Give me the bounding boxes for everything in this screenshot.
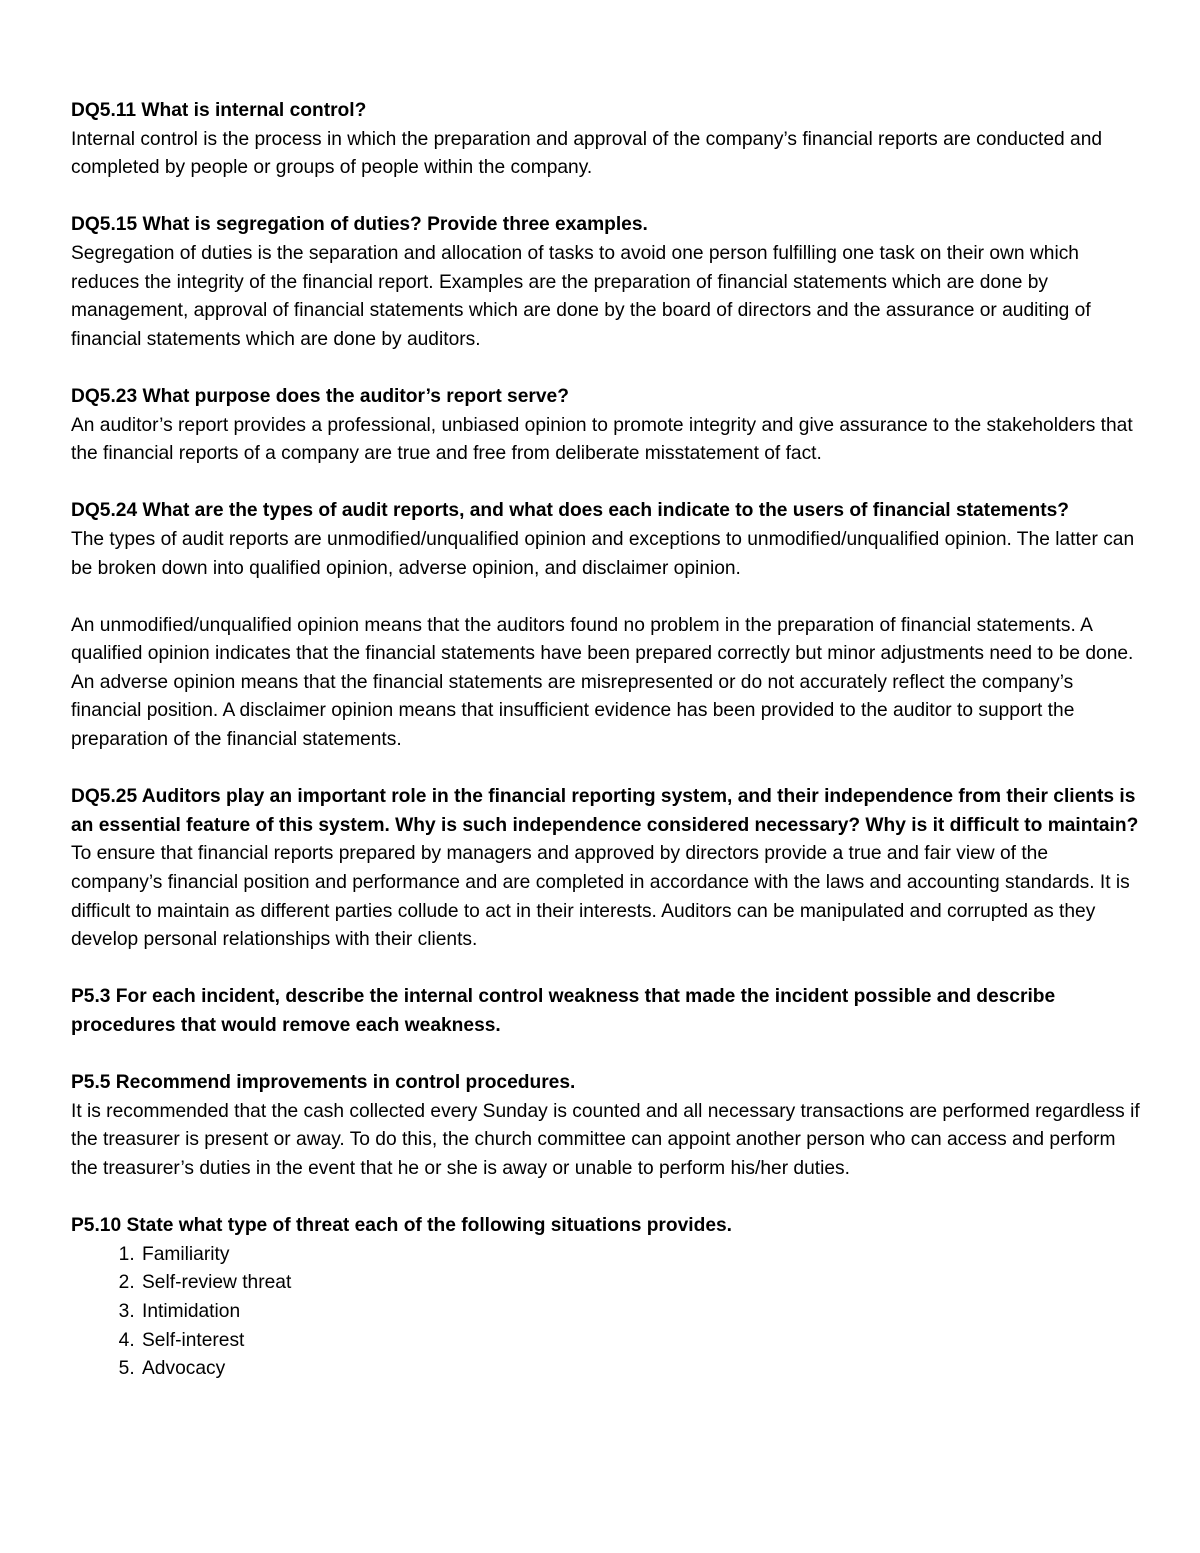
paragraph-spacer bbox=[71, 583, 1141, 612]
answer-paragraph: Internal control is the process in which the preparation and approval of the company’s financial reports are conducted and completed by people or groups of people within the company. bbox=[71, 128, 1103, 179]
list-item: 3. Intimidation bbox=[140, 1298, 1141, 1327]
question-heading: DQ5.11 What is internal control? bbox=[71, 100, 367, 121]
question-heading: DQ5.24 What are the types of audit reports, and what does each indicate to the users of financial statements? bbox=[71, 500, 1069, 522]
question-heading: DQ5.25 Auditors play an important role in the financial reporting system, and their independence from their clients is an essential feature of this system. Why is such independence considered necessary? Why is it difficult to maintain? bbox=[71, 786, 1139, 836]
answer-paragraph: An auditor’s report provides a professional, unbiased opinion to promote integrity and give assurance to the stakeholders that the financial reports of a company are true and free from deliberate misstatement of fact. bbox=[71, 414, 1133, 465]
paragraph-spacer bbox=[71, 1041, 1141, 1070]
list-item: 5. Advocacy bbox=[140, 1355, 1141, 1384]
document-body bbox=[71, 97, 1141, 1384]
paragraph-spacer bbox=[71, 955, 1141, 984]
question-heading: P5.5 Recommend improvements in control procedures. bbox=[71, 1072, 576, 1094]
list-item: 1. Familiarity bbox=[140, 1241, 1141, 1270]
answer-paragraph: Segregation of duties is the separation and allocation of tasks to avoid one person fulfilling one task on their own which reduces the integrity of the financial report. Examples are the preparation of financial statements which are done by management, approval of financial statements which are done by the board of directors and the assurance or auditing of financial statements which are done by auditors. bbox=[71, 242, 1091, 350]
threat-list bbox=[71, 1241, 1141, 1384]
paragraph-spacer bbox=[71, 354, 1141, 383]
question-heading: P5.10 State what type of threat each of the following situations provides. bbox=[71, 1215, 733, 1237]
answer-paragraph: To ensure that financial reports prepared by managers and approved by directors provide a true and fair view of the company’s financial position and performance and are completed in accordance with the laws and accounting standards. It is difficult to maintain as different parties collude to act in their interests. Auditors can be manipulated and corrupted as they develop personal relationships with their clients. bbox=[71, 843, 1130, 951]
answer-paragraph: The types of audit reports are unmodified/unqualified opinion and exceptions to unmodified/unqualified opinion. The latter can be broken down into qualified opinion, adverse opinion, and disclaimer opinion. bbox=[71, 528, 1135, 579]
list-item: 2. Self-review threat bbox=[140, 1269, 1141, 1298]
question-heading: P5.3 For each incident, describe the internal control weakness that made the incident possible and describe procedures that would remove each weakness. bbox=[71, 986, 1056, 1036]
list-item: 4. Self-interest bbox=[140, 1327, 1141, 1356]
paragraph-spacer bbox=[71, 1184, 1141, 1213]
question-heading: DQ5.15 What is segregation of duties? Provide three examples. bbox=[71, 214, 648, 236]
paragraph-spacer bbox=[71, 469, 1141, 498]
paragraph-spacer bbox=[71, 755, 1141, 784]
paragraph-spacer bbox=[71, 183, 1141, 212]
answer-paragraph: It is recommended that the cash collected every Sunday is counted and all necessary transactions are performed regardless if the treasurer is present or away. To do this, the church committee can appoint another person who can access and perform the treasurer’s duties in the event that he or she is away or unable to perform his/her duties. bbox=[71, 1100, 1140, 1179]
question-heading: DQ5.23 What purpose does the auditor’s report serve? bbox=[71, 385, 569, 407]
answer-paragraph: An unmodified/unqualified opinion means that the auditors found no problem in the preparation of financial statements. A qualified opinion indicates that the financial statements have been prepared correctly but minor adjustments need to be done. An adverse opinion means that the financial statements are misrepresented or do not accurately reflect the company’s financial position. A disclaimer opinion means that insufficient evidence has been provided to the auditor to support the preparation of the financial statements. bbox=[71, 614, 1134, 751]
